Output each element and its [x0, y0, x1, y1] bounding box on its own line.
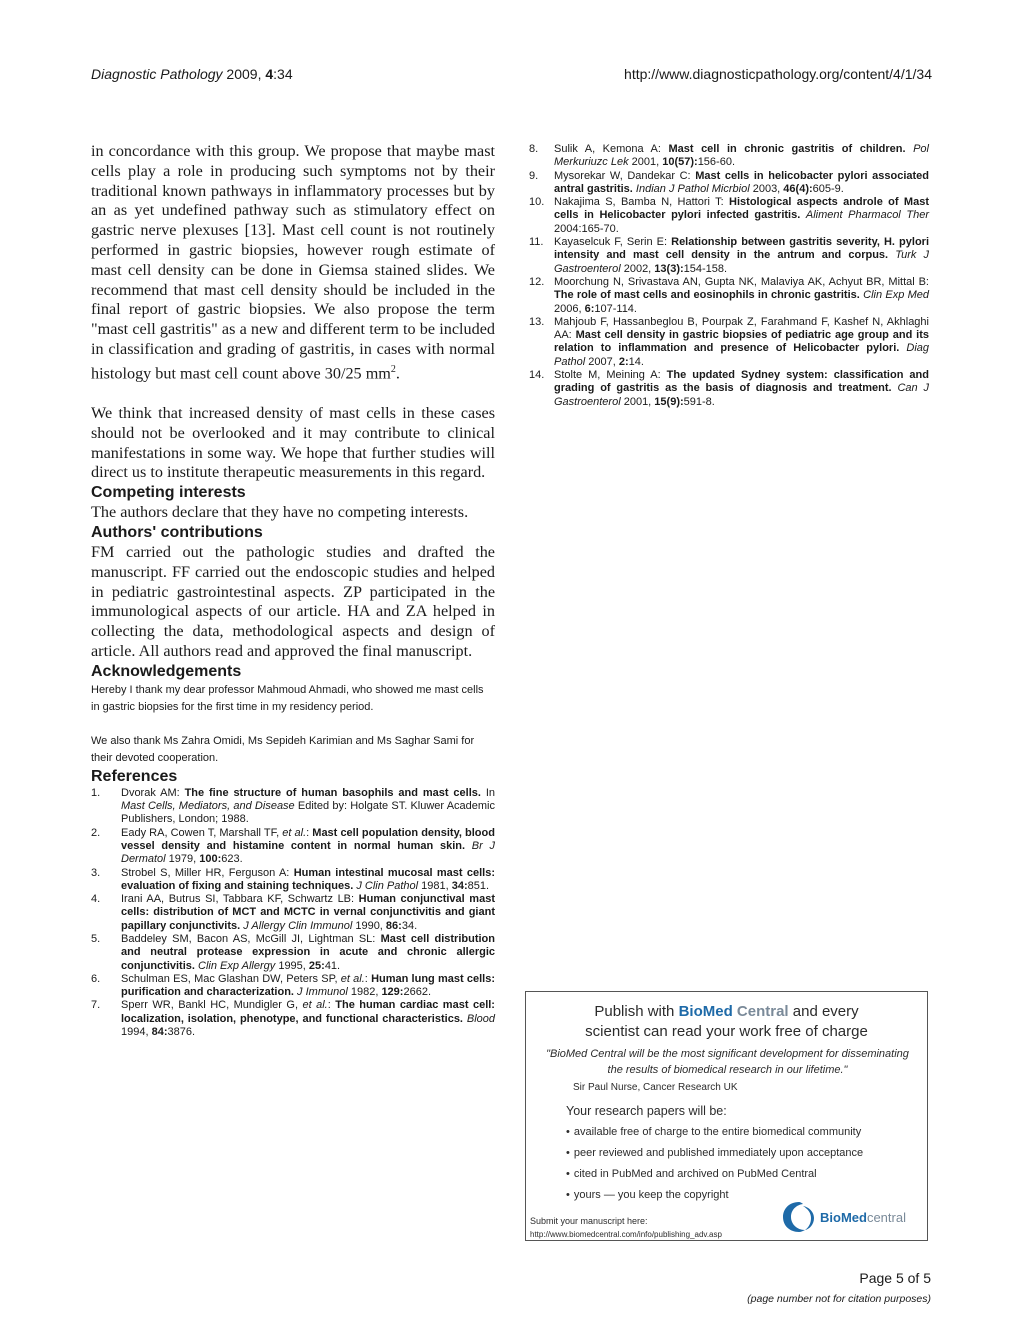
authors-contributions-heading: Authors' contributions	[91, 523, 263, 541]
references-list-left	[91, 787, 495, 1040]
references-heading: References	[91, 767, 178, 785]
reference-item	[91, 999, 495, 1039]
reference-year: 2003,	[749, 182, 784, 195]
reference-pages: 41.	[324, 959, 341, 972]
reference-volume: 6:	[584, 302, 595, 315]
reference-item	[91, 787, 495, 827]
reference-number: 10.	[529, 196, 545, 209]
reference-number: 3.	[91, 866, 101, 879]
reference-pages: 591-8.	[683, 395, 715, 408]
reference-title: Human lung mast cells: purification and characterization.	[121, 972, 495, 999]
reference-authors: Eady RA, Cowen T, Marshall TF,	[121, 826, 283, 839]
reference-title: Mast cell population density, blood vessel density and histamine content in normal human skin.	[121, 826, 495, 852]
reference-rest: Edited by: Holgate ST. Kluwer Academic Publishers, London; 1988.	[121, 800, 496, 826]
advert-title-line-2: scientist can read your work free of charge	[585, 1023, 868, 1040]
advert-benefit-text: cited in PubMed and archived on PubMed Central	[573, 1168, 817, 1180]
reference-number: 1.	[91, 786, 101, 799]
acknowledgements-heading: Acknowledgements	[91, 662, 242, 680]
reference-item	[91, 893, 495, 933]
right-column	[529, 143, 929, 409]
reference-title: Human conjunctival mast cells: distribution of MCT and MCTC in vernal conjunctivitis and giant papillary conjunctivits.	[121, 893, 495, 932]
advert-attribution: Sir Paul Nurse, Cancer Research UK	[573, 1082, 738, 1093]
reference-authors: Mysorekar W, Dandekar C:	[554, 169, 696, 182]
reference-journal: Br J Dermatol	[121, 839, 495, 866]
reference-journal: Clin Exp Allergy	[198, 959, 276, 972]
reference-etal: et al.	[302, 999, 328, 1012]
reference-title: The fine structure of human basophils and mast cells.	[184, 786, 481, 799]
reference-number: 5.	[91, 932, 101, 945]
biomed-central-wordmark	[679, 1003, 789, 1020]
reference-space	[906, 143, 914, 155]
body-paragraph-1-text: in concordance with this group. We propose that maybe mast cells play a role in producing such symptoms not by their traditional known pathways in inflammatory processes but by an as yet undefined pathway such as stimulatory effect on gastric nerve plexuses [13]. Mast cell count is not routinely performed in gastric biopsies, however rough estimate of mast cell density can be done in Giemsa stained slides. We recommend that mast cell density should be included in the final report of gastric biopsies. We also propose the term "mast cell gastritis" as a new and different term to be included in classification and grading of gastritis, in cases with normal histology but mast cell count above 30/25 mm	[91, 142, 495, 383]
advert-quote: "BioMed Central will be the most significant development for disseminating the results of biomedical research in our lifetime."	[546, 1048, 909, 1076]
reference-title: The human cardiac mast cell: localization, isolation, phenotype, and functional characteristics.	[121, 999, 495, 1025]
reference-colon: :	[327, 999, 336, 1012]
reference-number: 2.	[91, 826, 101, 839]
reference-journal: Clin Exp Med	[863, 289, 929, 302]
reference-item	[91, 973, 495, 1000]
reference-source: In	[480, 786, 496, 799]
reference-year: 2002,	[620, 262, 655, 275]
reference-authors: Sperr WR, Bankl HC, Mundigler G,	[121, 999, 303, 1012]
reference-number: 14.	[529, 369, 545, 382]
reference-number: 8.	[529, 143, 539, 155]
reference-year: 1995,	[275, 959, 309, 972]
reference-pages: 156-60.	[697, 156, 735, 169]
logo-biomed: BioMed	[820, 1209, 867, 1225]
advert-benefit-item	[566, 1146, 863, 1167]
reference-item	[529, 316, 929, 369]
advert-subhead: Your research papers will be:	[566, 1104, 727, 1118]
reference-pages: 2662.	[403, 986, 431, 999]
bullet-icon: •	[566, 1147, 570, 1159]
reference-title: The role of mast cells and eosinophils in chronic gastritis.	[554, 289, 860, 302]
reference-colon: :	[364, 972, 372, 985]
page-number-note: (page number not for citation purposes)	[747, 1293, 931, 1305]
advert-benefit-item	[566, 1167, 863, 1188]
advert-and-every: and every	[788, 1003, 859, 1020]
reference-item	[529, 276, 929, 316]
advert-benefits-list	[566, 1125, 863, 1209]
header-article: :34	[273, 66, 293, 82]
reference-number: 13.	[529, 315, 545, 328]
reference-pages: 3876.	[167, 1026, 196, 1039]
reference-title: The updated Sydney system: classification and grading of gastritis as the basis of diagnosis and treatment.	[554, 369, 929, 395]
biomed-logo-icon	[781, 1200, 817, 1234]
reference-authors: Moorchung N, Srivastava AN, Gupta NK, Malaviya AK, Achyut BR, Mittal B:	[554, 275, 929, 288]
advert-submit-label: Submit your manuscript here:	[530, 1216, 648, 1226]
advert-benefit-text: yours — you keep the copyright	[573, 1189, 729, 1201]
reference-year: 1990,	[352, 919, 386, 932]
reference-volume: 10(57):	[662, 156, 698, 169]
reference-volume: 2:	[618, 355, 629, 368]
acknowledgements-text-2: We also thank Ms Zahra Omidi, Ms Sepideh Karimian and Ms Saghar Sami for their devoted cooperation.	[91, 734, 475, 764]
bullet-icon: •	[566, 1168, 570, 1180]
logo-central: central	[866, 1209, 906, 1225]
competing-interests-text: The authors declare that they have no competing interests.	[91, 503, 469, 522]
reference-number: 12.	[529, 275, 545, 288]
reference-journal: Turk J Gastroenterol	[554, 249, 929, 275]
reference-authors: Schulman ES, Mac Glashan DW, Peters SP,	[121, 972, 341, 985]
reference-colon: :	[306, 826, 313, 839]
reference-journal: Diag Pathol	[554, 342, 930, 368]
brand-bio: Bio	[678, 1003, 703, 1020]
reference-authors: Irani AA, Butrus SI, Tabbara KF, Schwartz LB:	[121, 893, 359, 906]
left-column	[91, 142, 495, 1039]
authors-contributions-text: FM carried out the pathologic studies and drafted the manuscript. FF carried out the endoscopic studies and helped in pediatric gastrointestinal aspects. ZP participated in the immunological aspects of our article. HA and ZA helped in collecting the data, methodological aspects and design of article. All authors read and approved the final manuscript.	[91, 542, 495, 660]
reference-authors: Baddeley SM, Bacon AS, McGill JI, Lightman SL:	[121, 932, 381, 945]
acknowledgements-text-1: Hereby I thank my dear professor Mahmoud Ahmadi, who showed me mast cells in gastric biopsies for the first time in my residency period.	[91, 683, 484, 713]
reference-authors: Nakajima S, Bamba N, Hattori T:	[554, 196, 730, 209]
superscript-2: 2	[390, 363, 396, 375]
reference-pages: 623.	[221, 853, 243, 866]
reference-year: 1979,	[165, 853, 200, 866]
reference-journal: J Clin Pathol	[356, 879, 419, 892]
reference-authors: Kayaselcuk F, Serin E:	[554, 236, 672, 249]
body-paragraph-1	[91, 142, 495, 384]
reference-number: 6.	[91, 972, 101, 985]
advert-benefit-text: peer reviewed and published immediately upon acceptance	[573, 1147, 864, 1159]
reference-journal: J Allergy Clin Immunol	[243, 919, 353, 932]
reference-title: Relationship between gastritis severity, H. pylori intensity and mast cell density in the antrum and corpus.	[554, 236, 929, 262]
reference-title: Histological aspects androle of Mast cells in Helicobacter pylori infected gastritis.	[554, 196, 929, 222]
reference-authors: Mahjoub F, Hassanbeglou B, Pourpak Z, Farahmand F, Kashef N, Akhlaghi AA:	[554, 315, 929, 342]
reference-item	[529, 236, 929, 276]
advert-submit-url[interactable]: http://www.biomedcentral.com/info/publishing_adv.asp	[530, 1230, 722, 1239]
competing-interests-heading: Competing interests	[91, 484, 246, 502]
running-header-citation	[91, 66, 293, 82]
brand-central: Central	[732, 1003, 789, 1020]
reference-etal: et al.	[282, 826, 307, 839]
reference-journal: Indian J Pathol Micrbiol	[635, 182, 750, 195]
bullet-icon: •	[566, 1126, 570, 1138]
advert-benefit-text: available free of charge to the entire biomedical community	[573, 1126, 862, 1138]
reference-year: 1981,	[418, 879, 452, 892]
reference-authors: Stolte M, Meining A:	[554, 369, 667, 382]
reference-journal: Aliment Pharmacol Ther	[805, 209, 929, 222]
reference-volume: 25:	[308, 959, 325, 972]
bullet-icon: •	[566, 1189, 570, 1201]
reference-authors: Dvorak AM:	[121, 786, 185, 799]
reference-volume: 86:	[385, 919, 402, 932]
running-header-url[interactable]: http://www.diagnosticpathology.org/content/4/1/34	[624, 66, 932, 82]
reference-number: 4.	[91, 893, 101, 906]
reference-journal: Blood	[466, 1012, 495, 1025]
brand-med: Med	[702, 1003, 733, 1020]
reference-journal: Can J Gastroenterol	[554, 382, 929, 408]
reference-title: Mast cells in helicobacter pylori associated antral gastritis.	[554, 169, 929, 195]
reference-item	[91, 933, 495, 973]
reference-pages: 851.	[467, 879, 490, 892]
reference-volume: 129:	[381, 986, 404, 999]
advert-publish-with: Publish with	[594, 1003, 679, 1020]
reference-authors: Strobel S, Miller HR, Ferguson A:	[121, 866, 294, 879]
reference-number: 9.	[529, 169, 539, 182]
biomed-logo-text	[820, 1210, 906, 1225]
reference-volume: 84:	[151, 1026, 168, 1039]
biomed-central-advert[interactable]	[525, 991, 928, 1241]
reference-title: Mast cell density in gastric biopsies of pediatric age group and its relation to inflammation and presence of Helicobacter pylori.	[554, 329, 929, 355]
reference-year: 1994,	[121, 1026, 152, 1039]
reference-space	[465, 840, 472, 852]
advert-title	[526, 1002, 927, 1042]
reference-etal: et al.	[340, 972, 365, 985]
reference-year: 2001,	[620, 395, 655, 408]
reference-journal: Pol Merkuriuzc Lek	[554, 143, 929, 169]
reference-item	[529, 143, 929, 170]
reference-year: 2007,	[585, 355, 619, 368]
reference-item	[529, 196, 929, 236]
body-paragraph-2: We think that increased density of mast cells in these cases should not be overlooked and it may contribute to clinical manifestations in some way. We hope that further studies will direct us to institute therapeutic measurements in this regard.	[91, 403, 495, 482]
page-number: Page 5 of 5	[859, 1270, 931, 1286]
reference-title: Mast cell distribution and neutral protease expression in acute and chronic allergic conjunctivitis.	[121, 932, 495, 972]
reference-year: 2004:165-70.	[554, 222, 619, 235]
reference-number: 7.	[91, 999, 101, 1012]
body-paragraph-1-end: .	[395, 364, 400, 383]
advert-benefit-item	[566, 1125, 863, 1146]
reference-item	[529, 170, 929, 197]
reference-pages: 154-158.	[683, 262, 728, 275]
reference-pages: 14.	[628, 355, 644, 368]
reference-item	[91, 867, 495, 894]
reference-year: 2001,	[628, 156, 663, 169]
reference-journal: J Immunol	[297, 986, 348, 999]
header-year: 2009,	[222, 66, 266, 82]
reference-year: 2006,	[554, 302, 585, 315]
biomed-central-logo[interactable]	[781, 1200, 906, 1234]
reference-authors: Sulik A, Kemona A:	[554, 143, 669, 155]
header-volume: 4	[265, 66, 274, 82]
reference-journal: Mast Cells, Mediators, and Disease	[121, 800, 295, 813]
reference-volume: 100:	[199, 853, 222, 866]
reference-item	[529, 369, 929, 409]
reference-volume: 13(3):	[654, 262, 684, 275]
journal-name: Diagnostic Pathology	[91, 66, 223, 82]
reference-pages: 107-114.	[594, 302, 637, 315]
reference-year: 1982,	[347, 986, 382, 999]
reference-pages: 34.	[401, 919, 418, 932]
reference-pages: 605-9.	[812, 182, 844, 195]
references-list-right	[529, 143, 929, 409]
reference-title: Mast cell in chronic gastritis of children.	[668, 143, 906, 155]
reference-volume: 34:	[451, 879, 468, 892]
reference-title: Human intestinal mucosal mast cells: evaluation of fixing and staining techniques.	[121, 866, 495, 892]
reference-volume: 15(9):	[654, 395, 684, 408]
reference-volume: 46(4):	[783, 182, 813, 195]
reference-item	[91, 827, 495, 867]
advert-submit	[530, 1214, 722, 1242]
reference-number: 11.	[529, 236, 544, 249]
